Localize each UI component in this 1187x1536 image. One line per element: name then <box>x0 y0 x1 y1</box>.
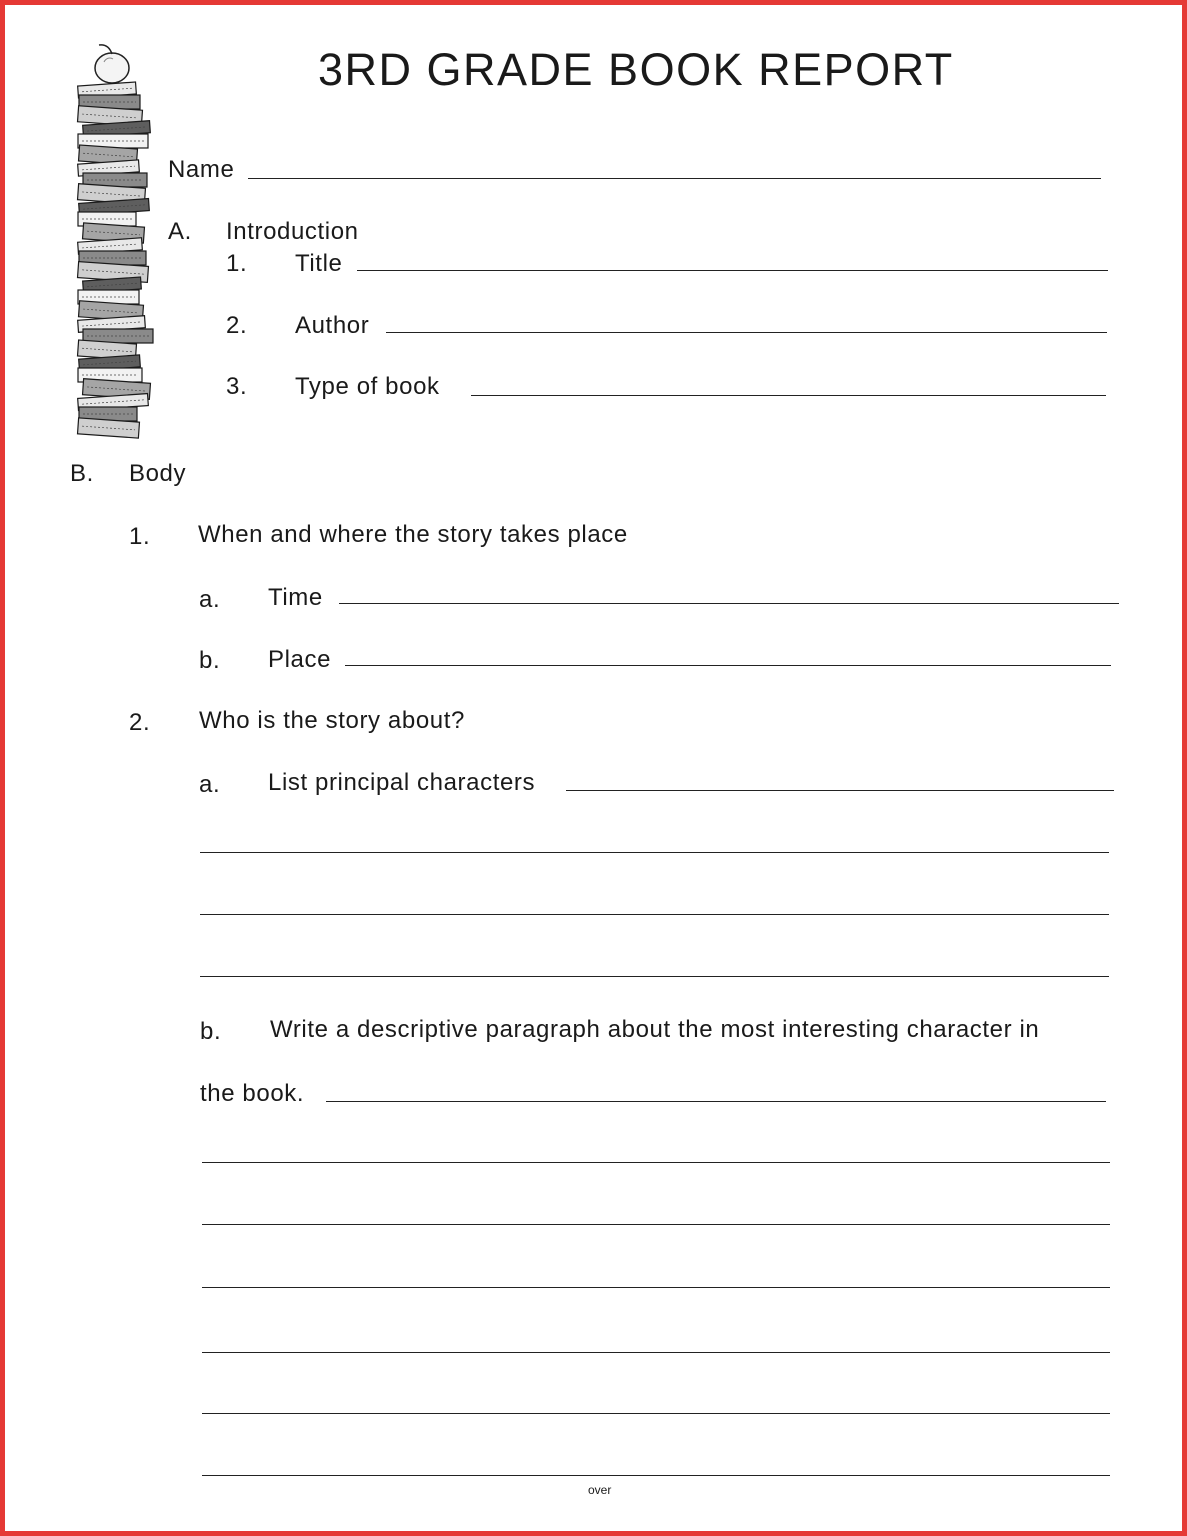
paragraph-prompt-line1: Write a descriptive paragraph about the most interesting character in <box>270 1016 1040 1043</box>
question-1-number: 1. <box>129 523 151 550</box>
characters-answer-line[interactable] <box>200 976 1109 977</box>
time-marker: a. <box>199 586 221 613</box>
section-b-marker: B. <box>70 460 94 487</box>
author-label: Author <box>295 312 370 339</box>
paragraph-answer-line[interactable] <box>202 1162 1110 1163</box>
question-1-text: When and where the story takes place <box>198 521 628 548</box>
characters-answer-line[interactable] <box>200 914 1109 915</box>
name-field-line[interactable] <box>248 178 1101 179</box>
place-label: Place <box>268 646 332 673</box>
section-b-heading: Body <box>129 460 187 487</box>
intro-item-number: 1. <box>226 250 248 277</box>
intro-item-number: 3. <box>226 373 248 400</box>
intro-item-number: 2. <box>226 312 248 339</box>
footer-over: over <box>588 1483 612 1497</box>
section-a-marker: A. <box>168 218 192 245</box>
name-label: Name <box>168 156 235 183</box>
author-field-line[interactable] <box>386 332 1107 333</box>
page-title: 3RD GRADE BOOK REPORT <box>318 44 954 95</box>
paragraph-field-line[interactable] <box>326 1101 1106 1102</box>
question-2-number: 2. <box>129 709 151 736</box>
type-of-book-label: Type of book <box>295 373 440 400</box>
paragraph-answer-line[interactable] <box>202 1413 1110 1414</box>
question-2-text: Who is the story about? <box>199 707 465 734</box>
time-field-line[interactable] <box>339 603 1119 604</box>
paragraph-answer-line[interactable] <box>202 1224 1110 1225</box>
characters-marker: a. <box>199 771 221 798</box>
characters-answer-line[interactable] <box>200 852 1109 853</box>
type-of-book-field-line[interactable] <box>471 395 1106 396</box>
section-a-heading: Introduction <box>226 218 359 245</box>
place-marker: b. <box>199 647 221 674</box>
paragraph-answer-line[interactable] <box>202 1352 1110 1353</box>
paragraph-prompt-line2: the book. <box>200 1080 305 1107</box>
title-field-line[interactable] <box>357 270 1108 271</box>
time-label: Time <box>268 584 323 611</box>
paragraph-answer-line[interactable] <box>202 1475 1110 1476</box>
paragraph-answer-line[interactable] <box>202 1287 1110 1288</box>
characters-label: List principal characters <box>268 769 536 796</box>
title-label: Title <box>295 250 343 277</box>
paragraph-marker: b. <box>200 1018 222 1045</box>
characters-field-line[interactable] <box>566 790 1114 791</box>
place-field-line[interactable] <box>345 665 1111 666</box>
book-stack-icon <box>66 40 156 452</box>
